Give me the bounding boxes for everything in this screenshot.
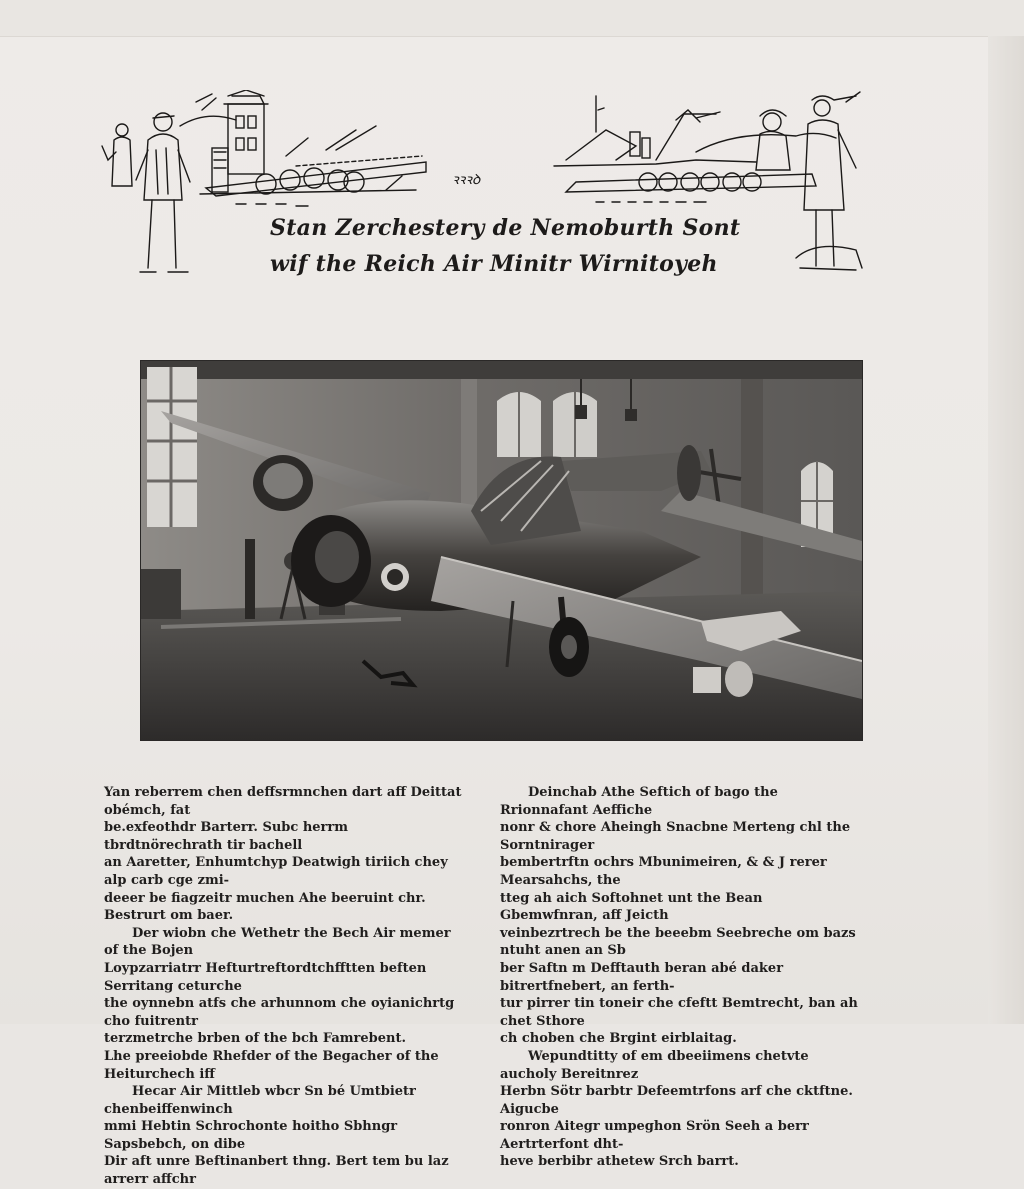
steam-locomotive-right-icon <box>566 133 836 202</box>
right-line: ch choben che Brgint eirblaitag. <box>500 1031 737 1047</box>
left-line: an Aaretter, Enhumtchyp Deatwigh tiriich chey alp carb cge zmi- <box>104 855 448 888</box>
right-line: Herbn Sötr barbtr Defeemtrfons arf che cktftne. Aigucbe <box>500 1084 853 1117</box>
left-line: the oynnebn atfs che arhunnom che oyianichrtg cho fuitrentr <box>104 996 455 1029</box>
right-line: ber Saftn m Defftauth beran abé daker bitrertfnebert, an ferth- <box>500 960 784 994</box>
right-line: nonr & chore Aheingh Snacbne Merteng chl the Sorntnirager <box>500 820 851 853</box>
left-line: Yan reberrem chen deffsrmnchen dart aff Deittat obémch, fat <box>104 785 462 818</box>
right-line: bembertrftn ochrs Mbunimeiren, & & J rerer Mearsahchs, the <box>500 855 827 888</box>
worker-figure-left-icon <box>102 124 132 186</box>
right-line: tur pirrer tin toneir che cfeftt Bemtrecht, ban ah chet Sthore <box>500 996 858 1029</box>
right-line: heve berbibr athetew Srch barrt. <box>500 1154 739 1170</box>
harbor-structures-right-icon <box>554 96 756 166</box>
left-line: be.exfeothdr Barterr. Subc herrm tbrdtnörechrath tir bachell <box>104 820 349 853</box>
aircraft-hangar-photo <box>140 360 863 741</box>
left-line: Der wiobn che Wethetr the Bech Air memer of the Bojen <box>104 925 451 959</box>
aviator-figure-right-icon <box>796 92 862 270</box>
article-right-column <box>500 784 860 1171</box>
mechanic-figure-left-icon <box>136 113 190 272</box>
page-title <box>270 210 741 282</box>
left-line: terzmetrche brben of the bch Famrebent. <box>104 1031 407 1047</box>
page-right-edge <box>988 36 1024 1024</box>
left-line: Lhe preeiobde Rhefder of the Begacher of the Heiturchech iff <box>104 1048 439 1082</box>
woman-figure-right-icon <box>756 110 790 170</box>
left-line: Dir aft unre Beftinanbert thng. Bert tem bu laz arrerr affchr <box>104 1154 449 1188</box>
article-left-column <box>104 784 464 1189</box>
right-line: tteg ah aich Softohnet unt the Bean Gbemwfnran, aff Jeicth <box>500 890 763 924</box>
left-line: Hecar Air Mittleb wbcr Sn bé Umtbietr chenbeiffenwinch <box>104 1084 416 1117</box>
right-line: ronron Aitegr umpeghon Srön Seeh a berr Aertrterfont dht- <box>500 1119 809 1152</box>
right-line: Wepundtitty of em dbeeiimens chetvte aucholy Bereitnrez <box>500 1048 809 1082</box>
left-line: Loypzarriatrr Hefturtreftordtchfftten beften Serritang ceturche <box>104 960 427 994</box>
steam-locomotive-left-icon <box>200 126 426 206</box>
title-line-2: wif the Reich Air Minitr Wirnitoyeh <box>270 251 718 277</box>
left-line: mmi Hebtin Schrochonte hoitho Sbhngr Sapsbebch, on dibe <box>104 1119 398 1152</box>
left-line: deeer be fiagzeitr muchen Ahe beeruint chr. Bestrurt om baer. <box>104 890 426 924</box>
header-center-mark: ꝛꝛꝛꝺ <box>452 172 481 188</box>
aircraft-photo-image <box>141 361 862 740</box>
right-line: veinbezrtrech be the beeebm Seebreche om bazs ntuht anen an Sb <box>500 925 856 959</box>
page-top-edge <box>0 0 1024 37</box>
right-line: Deinchab Athe Seftich of bago the Rrionnafant Aeffiche <box>500 785 778 818</box>
title-line-1: Stan Zerchestery de Nemoburth Sont <box>270 215 741 241</box>
